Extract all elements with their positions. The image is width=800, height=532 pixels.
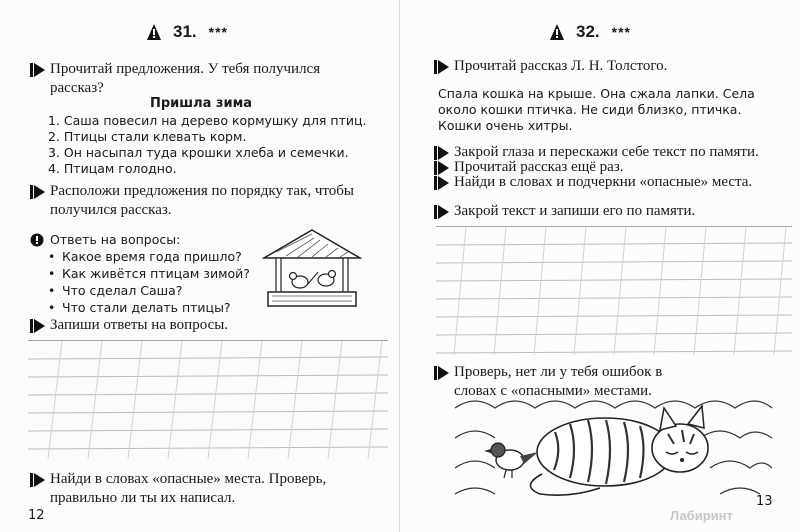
sentence-1: 1. Саша повесил на дерево кормушку для птиц. bbox=[48, 113, 367, 128]
page-number-left: 12 bbox=[28, 508, 45, 523]
task-pointer-icon bbox=[434, 59, 450, 75]
sleeping-cat-and-bird-illustration bbox=[450, 390, 775, 500]
task-read-story: Прочитай рассказ Л. Н. Толстого. bbox=[434, 57, 667, 76]
task-write-answers: Запиши ответы на вопросы. bbox=[30, 316, 228, 335]
story-text: Спала кошка на крыше. Она сжала лапки. Села около кошки птичка. Не сиди близко, птичка. Кошки очень хитры. bbox=[438, 86, 755, 133]
task-check: Проверь, нет ли у тебя ошибок в словах с «опасными» местами. bbox=[434, 363, 664, 401]
warning-triangle-icon bbox=[550, 24, 564, 40]
task-pointer-icon bbox=[434, 204, 450, 220]
task-find-words: Найди в словах «опасные» места. Проверь, правильно ли ты их написал. bbox=[30, 470, 370, 508]
bird-feeder-illustration bbox=[262, 228, 362, 310]
exercise-31-header bbox=[147, 22, 228, 42]
speech-icon bbox=[30, 233, 46, 249]
difficulty-stars: *** bbox=[208, 24, 228, 40]
question-2: • Как живётся птицам зимой? bbox=[46, 265, 250, 282]
task-close-eyes: Закрой глаза и перескажи себе текст по памяти. bbox=[434, 143, 774, 162]
story-writing-area[interactable] bbox=[436, 226, 792, 355]
task-read-again: Прочитай рассказ ещё раз. bbox=[434, 158, 624, 177]
task-pointer-icon bbox=[30, 318, 46, 334]
exercise-number: 32. bbox=[576, 22, 600, 41]
difficulty-stars: *** bbox=[611, 24, 631, 40]
task-pointer-icon bbox=[30, 472, 46, 488]
question-3: • Что сделал Саша? bbox=[46, 282, 250, 299]
task-pointer-icon bbox=[434, 175, 450, 191]
task-pointer-icon bbox=[434, 365, 450, 381]
task-write-memory: Закрой текст и запиши его по памяти. bbox=[434, 202, 695, 221]
exercise-number: 31. bbox=[173, 22, 197, 41]
watermark: Лабиринт bbox=[670, 508, 733, 523]
story-title: Пришла зима bbox=[150, 96, 252, 111]
warning-triangle-icon bbox=[147, 24, 161, 40]
right-page bbox=[400, 0, 800, 532]
task-pointer-icon bbox=[30, 184, 46, 200]
task-read: Прочитай предложения. У тебя получился рассказ? bbox=[30, 60, 350, 98]
question-list bbox=[46, 248, 250, 316]
questions-intro: Ответь на вопросы: bbox=[30, 231, 180, 249]
sentence-4: 4. Птицам голодно. bbox=[48, 161, 177, 176]
sentence-list bbox=[48, 113, 366, 177]
task-underline: Найди в словах и подчеркни «опасные» места. bbox=[434, 173, 752, 192]
page-number-right: 13 bbox=[756, 494, 773, 509]
task-pointer-icon bbox=[30, 62, 46, 78]
answer-writing-area[interactable] bbox=[28, 340, 388, 459]
question-1: • Какое время года пришло? bbox=[46, 248, 250, 265]
sentence-3: 3. Он насыпал туда крошки хлеба и семечки. bbox=[48, 145, 349, 160]
task-order: Расположи предложения по порядку так, чтобы получился рассказ. bbox=[30, 182, 360, 220]
question-4: • Что стали делать птицы? bbox=[46, 299, 250, 316]
sentence-2: 2. Птицы стали клевать корм. bbox=[48, 129, 247, 144]
exercise-32-header bbox=[550, 22, 631, 42]
